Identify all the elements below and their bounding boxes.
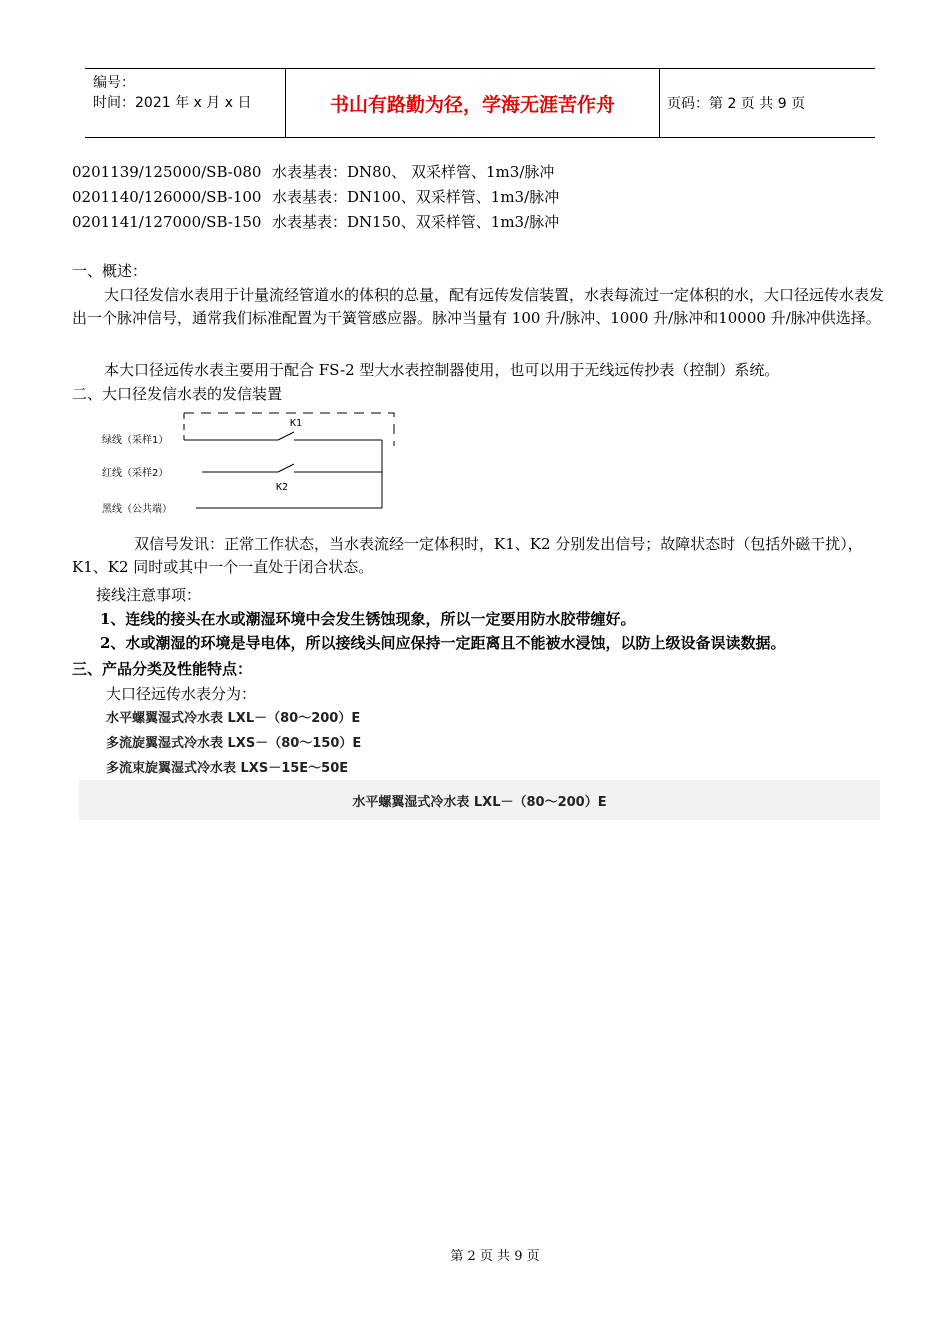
wiring-diagram-svg — [96, 404, 416, 520]
product-description: 水表基表：DN100、双采样管、1m3/脉冲 — [272, 188, 560, 206]
product-description: 水表基表：DN150、双采样管、1m3/脉冲 — [272, 213, 560, 231]
document-time-label: 时间：2021 年 x 月 x 日 — [93, 95, 252, 111]
product-code: 0201139/125000/SB-080 — [72, 163, 262, 181]
k2-label: K2 — [276, 482, 289, 493]
product-code: 0201141/127000/SB-150 — [72, 213, 262, 231]
wiring-note: 2、水或潮湿的环境是导电体，所以接线头间应保持一定距离且不能被水浸蚀，以防上级设备误读数据。 — [100, 634, 786, 652]
product-code-row — [72, 210, 559, 235]
section-1-paragraph: 大口径发信水表用于计量流经管道水的体积的总量，配有远传发信装置，水表每流过一定体积的水，大口径远传水表发出一个脉冲信号，通常我们标准配置为干簧管感应器。脉冲当量有 100 升/脉冲、1000 升/脉冲和10000 升/脉冲供选择。 — [72, 286, 885, 327]
green-wire-label: 绿线（采样1） — [102, 435, 169, 446]
header-divider — [659, 69, 660, 137]
header-left-cell — [93, 73, 251, 113]
switch-k1 — [278, 432, 294, 440]
product-type-item: 多流旋翼湿式冷水表 LXS－（80～150）E — [106, 736, 362, 751]
section-2-title: 二、大口径发信水表的发信装置 — [72, 385, 283, 403]
section-1-title: 一、概述： — [72, 262, 148, 280]
section-3-intro: 大口径远传水表分为： — [106, 685, 257, 703]
black-wire-label: 黑线（公共端） — [102, 504, 172, 515]
page-footer — [0, 1245, 950, 1264]
section-banner — [79, 780, 880, 820]
product-code: 0201140/126000/SB-100 — [72, 188, 262, 206]
section-3-title: 三、产品分类及性能特点： — [72, 660, 253, 678]
product-code-row — [72, 160, 559, 185]
product-type-item: 多流束旋翼湿式冷水表 LXS－15E～50E — [106, 761, 349, 776]
wiring-notes-title: 接线注意事项： — [96, 586, 202, 604]
footer-page-number: 第 2 页 共 9 页 — [450, 1249, 540, 1264]
header-motto: 书山有路勤为径，学海无涯苦作舟 — [329, 93, 615, 116]
document-number-label: 编号： — [93, 75, 135, 91]
section-1-paragraph: 本大口径远传水表主要用于配合 FS-2 型大水表控制器使用，也可以用于无线远传抄表（控制）系统。 — [104, 361, 780, 379]
switch-k2 — [278, 464, 294, 472]
k1-label: K1 — [290, 418, 303, 429]
wiring-note: 1、连线的接头在水或潮湿环境中会发生锈蚀现象，所以一定要用防水胶带缠好。 — [100, 610, 636, 628]
signal-description: 双信号发讯：正常工作状态，当水表流经一定体积时，K1、K2 分别发出信号；故障状态时（包括外磁干扰），K1、K2 同时或其中一个一直处于闭合状态。 — [72, 535, 863, 576]
product-type-item: 水平螺翼湿式冷水表 LXL－（80～200）E — [106, 711, 361, 726]
wiring-diagram — [96, 404, 416, 524]
red-wire-label: 红线（采样2） — [102, 468, 169, 479]
header-page-label: 页码：第 2 页 共 9 页 — [667, 96, 806, 112]
dashed-enclosure — [184, 413, 394, 446]
product-code-list — [72, 160, 559, 235]
page-header — [85, 68, 875, 138]
product-description: 水表基表：DN80、 双采样管、1m3/脉冲 — [272, 163, 555, 181]
product-code-row — [72, 185, 559, 210]
section-banner-text: 水平螺翼湿式冷水表 LXL－（80～200）E — [352, 794, 607, 810]
